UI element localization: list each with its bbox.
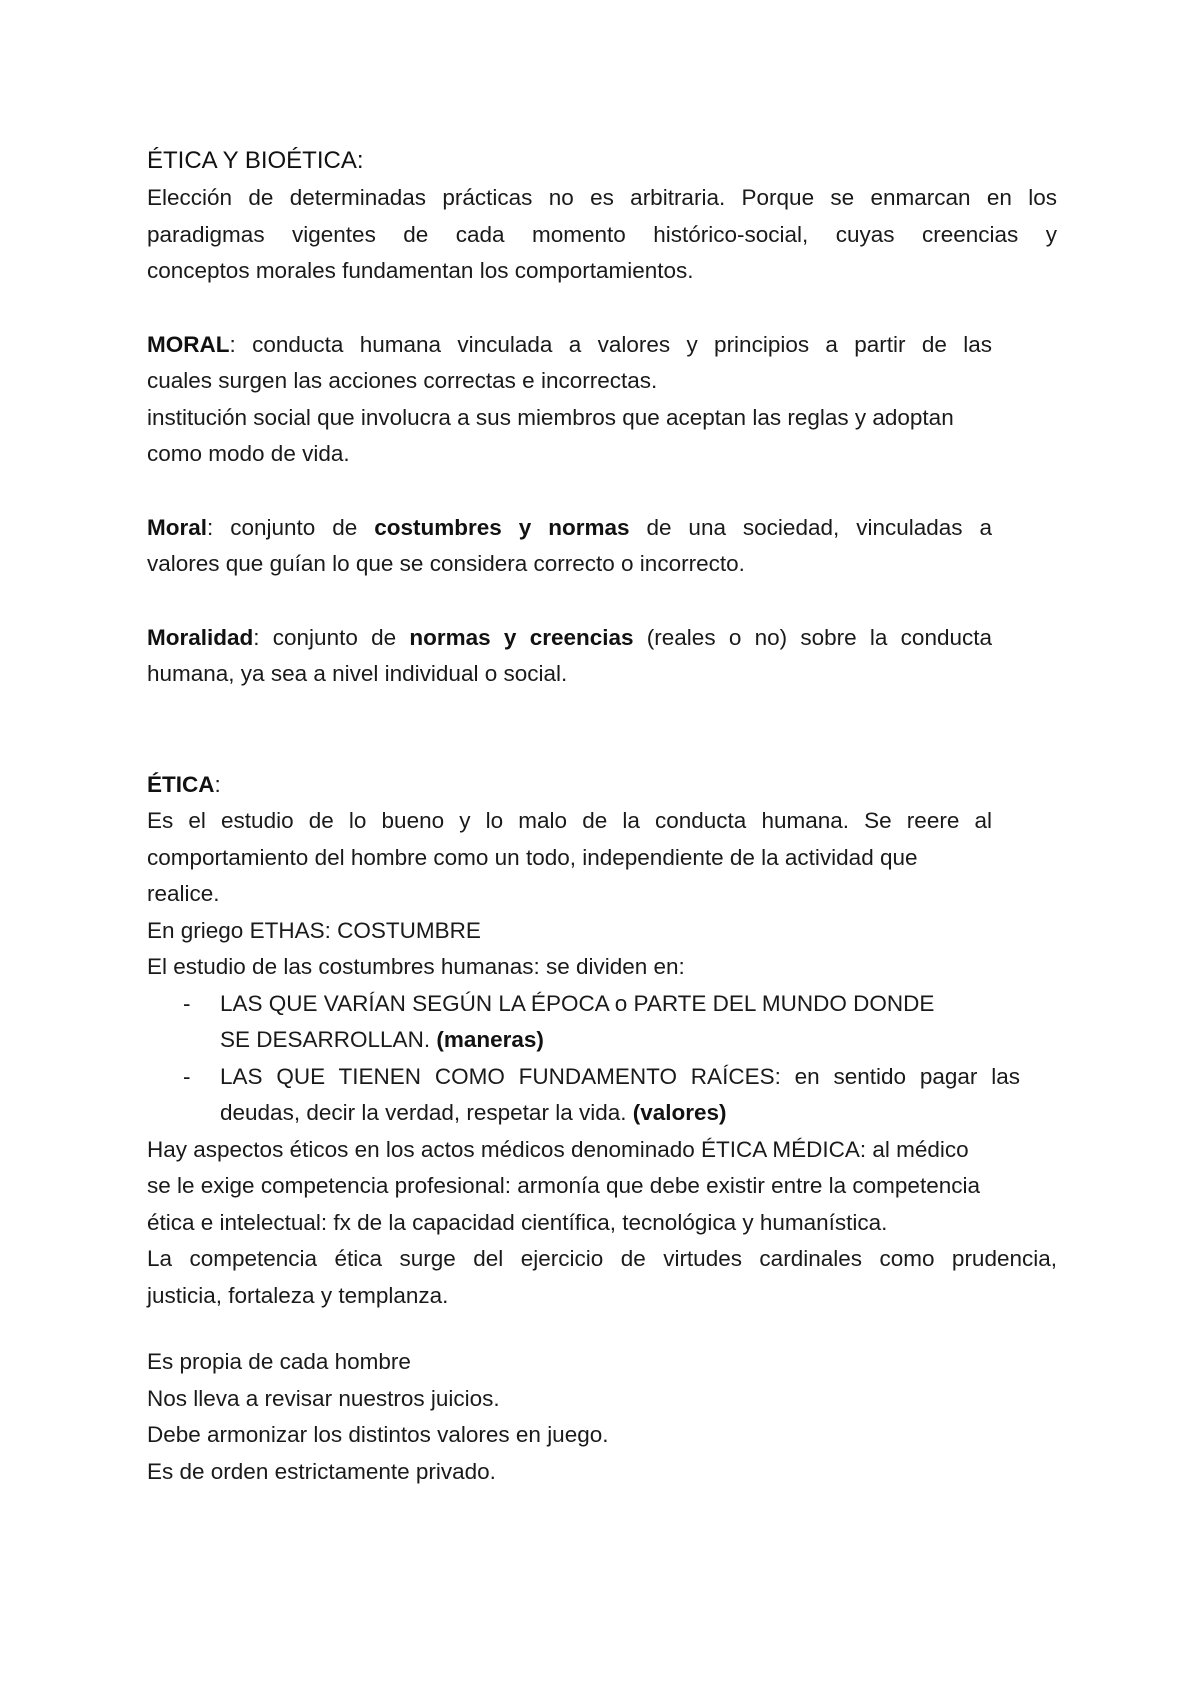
- moral-paragraph: [147, 510, 1057, 583]
- moral-caps-paragraph: [147, 327, 1057, 473]
- etica-section: [147, 767, 1057, 1315]
- moral-post: de una sociedad, vinculadas a: [629, 514, 992, 540]
- medica-line-2: se le exige competencia profesional: armonía que debe existir entre la competencia: [147, 1173, 980, 1198]
- etica-line-1: Es el estudio de lo bueno y lo malo de la conducta humana. Se reere al: [147, 808, 992, 833]
- medica-line-1: Hay aspectos éticos en los actos médicos denominado ÉTICA MÉDICA: al médico: [147, 1136, 969, 1162]
- moral-line-2: valores que guían lo que se considera correcto o incorrecto.: [147, 551, 745, 576]
- moral-caps-line-4: como modo de vida.: [147, 441, 350, 466]
- moralidad-paragraph: [147, 620, 1057, 693]
- moral-caps-line-1: [147, 327, 992, 364]
- intro-paragraph: [147, 180, 1057, 290]
- list-item: [147, 1059, 1020, 1132]
- moralidad-line-1: [147, 620, 992, 657]
- list-item-1-line-2: [220, 1022, 1020, 1059]
- moralidad-post: (reales o no) sobre la conducta: [633, 624, 992, 650]
- intro-line-1: Elección de determinadas prácticas no es arbitraria. Porque se enmarcan en los: [147, 185, 1057, 210]
- medica-line-3: ética e intelectual: fx de la capacidad científica, tecnológica y humanística.: [147, 1209, 888, 1235]
- moral-pre: : conjunto de: [207, 514, 375, 540]
- closing-list: [147, 1344, 1057, 1490]
- moralidad-term: Moralidad: [147, 624, 254, 650]
- moral-caps-term: MORAL: [147, 331, 230, 357]
- etica-line-2: comportamiento del hombre como un todo, independiente de la actividad que: [147, 844, 918, 870]
- list-item-2-bold: (valores): [632, 1100, 727, 1125]
- list-dash: -: [183, 1063, 191, 1089]
- list-item-2-line-2: [220, 1095, 1020, 1132]
- spacer: [147, 473, 1057, 510]
- etica-line-3: realice.: [147, 881, 220, 906]
- spacer: [147, 290, 1057, 327]
- medica-line-5: justicia, fortaleza y templanza.: [147, 1282, 449, 1308]
- etica-colon: :: [214, 771, 221, 797]
- moral-caps-line-3: institución social que involucra a sus miembros que aceptan las reglas y adoptan: [147, 404, 954, 430]
- list-item-1-line-1: LAS QUE VARÍAN SEGÚN LA ÉPOCA o PARTE DEL MUNDO DONDE: [220, 990, 935, 1016]
- closing-line-2: Nos lleva a revisar nuestros juicios.: [147, 1385, 500, 1411]
- closing-line-4: Es de orden estrictamente privado.: [147, 1458, 496, 1484]
- intro-line-3: conceptos morales fundamentan los comportamientos.: [147, 258, 694, 283]
- moral-term: Moral: [147, 514, 208, 540]
- spacer: [147, 1314, 1057, 1344]
- etica-term: ÉTICA: [147, 771, 215, 797]
- moral-caps-line-2: cuales surgen las acciones correctas e incorrectas.: [147, 368, 658, 393]
- closing-line-3: Debe armonizar los distintos valores en juego.: [147, 1422, 609, 1447]
- document-page: [147, 142, 1057, 1490]
- etica-line-4: En griego ETHAS: COSTUMBRE: [147, 917, 481, 943]
- list-item-1-bold: (maneras): [436, 1027, 544, 1052]
- moralidad-bold: normas y creencias: [409, 624, 634, 650]
- spacer: [147, 693, 1057, 767]
- list-item-2-text: deudas, decir la verdad, respetar la vida.: [220, 1100, 633, 1125]
- list-dash: -: [183, 990, 191, 1016]
- document-title: ÉTICA Y BIOÉTICA:: [147, 147, 364, 174]
- moral-line-1: [147, 510, 992, 547]
- intro-line-2: paradigmas vigentes de cada momento histórico-social, cuyas creencias y: [147, 221, 1057, 247]
- moral-caps-def: : conducta humana vinculada a valores y principios a partir de las: [229, 331, 992, 357]
- moral-bold: costumbres y normas: [374, 514, 630, 540]
- moralidad-pre: : conjunto de: [253, 624, 410, 650]
- etica-heading: [147, 767, 1057, 804]
- list-item: [147, 986, 1020, 1059]
- moralidad-line-2: humana, ya sea a nivel individual o social.: [147, 661, 568, 686]
- medica-line-4: La competencia ética surge del ejercicio de virtudes cardinales como prudencia,: [147, 1246, 1057, 1271]
- list-item-2-line-1: LAS QUE TIENEN COMO FUNDAMENTO RAÍCES: en sentido pagar las: [220, 1063, 1020, 1089]
- closing-line-1: Es propia de cada hombre: [147, 1349, 411, 1374]
- spacer: [147, 583, 1057, 620]
- etica-line-5: El estudio de las costumbres humanas: se dividen en:: [147, 954, 685, 979]
- list-item-1-text: SE DESARROLLAN.: [220, 1027, 437, 1052]
